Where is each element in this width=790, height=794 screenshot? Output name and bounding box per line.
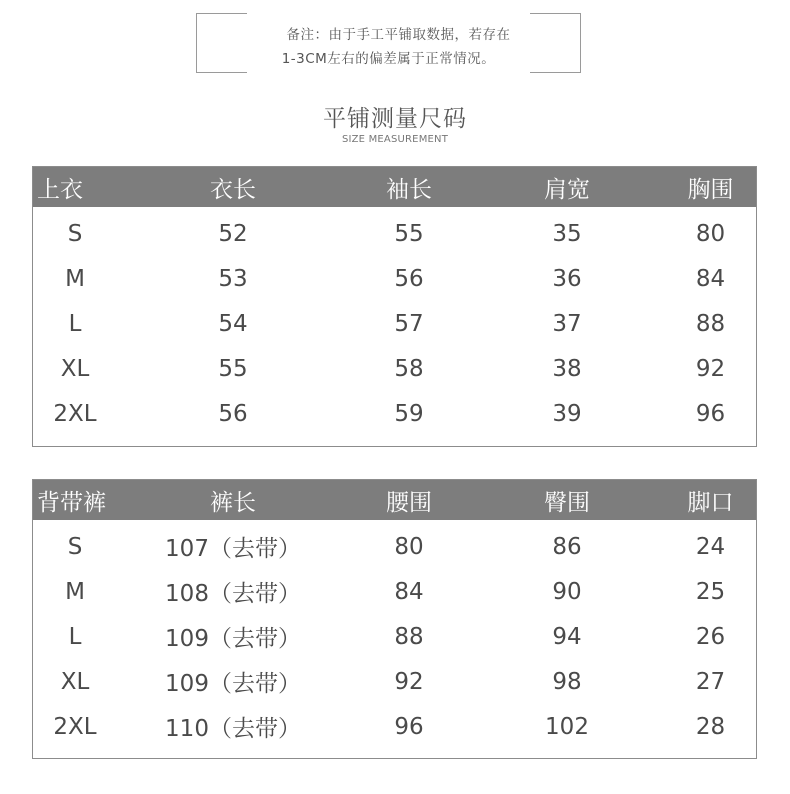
bottom-size-table	[32, 479, 757, 759]
value-cell: 80	[695, 220, 726, 247]
table-row	[33, 256, 756, 301]
value-cell: 88	[394, 623, 424, 650]
value-cell: 92	[394, 668, 424, 695]
size-cell: S	[67, 533, 83, 560]
header-cell: 脚口	[687, 489, 734, 516]
size-cell: 2XL	[53, 400, 97, 427]
header-cell: 袖长	[386, 176, 432, 203]
table-row	[33, 569, 756, 614]
size-cell: 2XL	[53, 713, 97, 740]
value-cell: 58	[394, 355, 424, 382]
header-cell: 胸围	[687, 176, 734, 203]
header-cell: 臀围	[544, 489, 590, 516]
value-cell: 38	[552, 355, 582, 382]
top-table-body	[33, 207, 756, 436]
header-cell: 肩宽	[544, 176, 590, 203]
page-title: 平铺测量尺码	[323, 106, 467, 132]
value-cell: 107（去带）	[165, 536, 301, 562]
header-cell: 衣长	[210, 176, 256, 203]
value-cell: 26	[695, 623, 726, 650]
size-cell: L	[68, 623, 82, 650]
value-cell: 35	[552, 220, 582, 247]
size-cell: L	[68, 310, 82, 337]
value-cell: 109（去带）	[165, 626, 301, 652]
value-cell: 92	[695, 355, 726, 382]
header-cell: 腰围	[386, 489, 432, 516]
value-cell: 96	[394, 713, 424, 740]
table-row	[33, 659, 756, 704]
value-cell: 28	[695, 713, 726, 740]
size-cell: XL	[60, 355, 90, 382]
table-row	[33, 524, 756, 569]
value-cell: 53	[218, 265, 248, 292]
value-cell: 84	[394, 578, 424, 605]
value-cell: 110（去带）	[165, 716, 301, 742]
value-cell: 56	[394, 265, 424, 292]
value-cell: 27	[695, 668, 726, 695]
value-cell: 57	[394, 310, 424, 337]
value-cell: 54	[218, 310, 248, 337]
value-cell: 37	[552, 310, 582, 337]
value-cell: 84	[695, 265, 726, 292]
table-row	[33, 704, 756, 749]
note-line-2: 1-3CM左右的偏差属于正常情况。	[281, 51, 496, 67]
value-cell: 56	[218, 400, 248, 427]
value-cell: 55	[218, 355, 248, 382]
value-cell: 108（去带）	[165, 581, 301, 607]
value-cell: 25	[695, 578, 726, 605]
table-row	[33, 346, 756, 391]
top-table-header	[33, 167, 756, 207]
size-cell: S	[67, 220, 83, 247]
value-cell: 86	[552, 533, 582, 560]
size-cell: XL	[60, 668, 90, 695]
header-cell: 背带裤	[37, 489, 106, 516]
header-cell: 裤长	[210, 489, 256, 516]
note-line-1: 备注：由于手工平铺取数据，若存在	[286, 27, 511, 43]
value-cell: 102	[545, 713, 589, 740]
measurement-note	[196, 13, 581, 73]
size-cell: M	[65, 578, 85, 605]
header-cell: 上衣	[37, 176, 83, 203]
value-cell: 59	[394, 400, 424, 427]
value-cell: 36	[552, 265, 582, 292]
bottom-table-header	[33, 480, 756, 520]
table-row	[33, 391, 756, 436]
table-row	[33, 301, 756, 346]
value-cell: 94	[552, 623, 582, 650]
value-cell: 55	[394, 220, 424, 247]
value-cell: 90	[552, 578, 582, 605]
bottom-table-body	[33, 520, 756, 749]
value-cell: 109（去带）	[165, 671, 301, 697]
value-cell: 98	[552, 668, 582, 695]
top-size-table	[32, 166, 757, 447]
value-cell: 52	[218, 220, 248, 247]
value-cell: 24	[695, 533, 726, 560]
table-row	[33, 614, 756, 659]
size-cell: M	[65, 265, 85, 292]
value-cell: 96	[695, 400, 726, 427]
value-cell: 80	[394, 533, 424, 560]
value-cell: 88	[695, 310, 726, 337]
value-cell: 39	[552, 400, 582, 427]
table-row	[33, 211, 756, 256]
page-subtitle: SIZE MEASUREMENT	[341, 134, 449, 145]
